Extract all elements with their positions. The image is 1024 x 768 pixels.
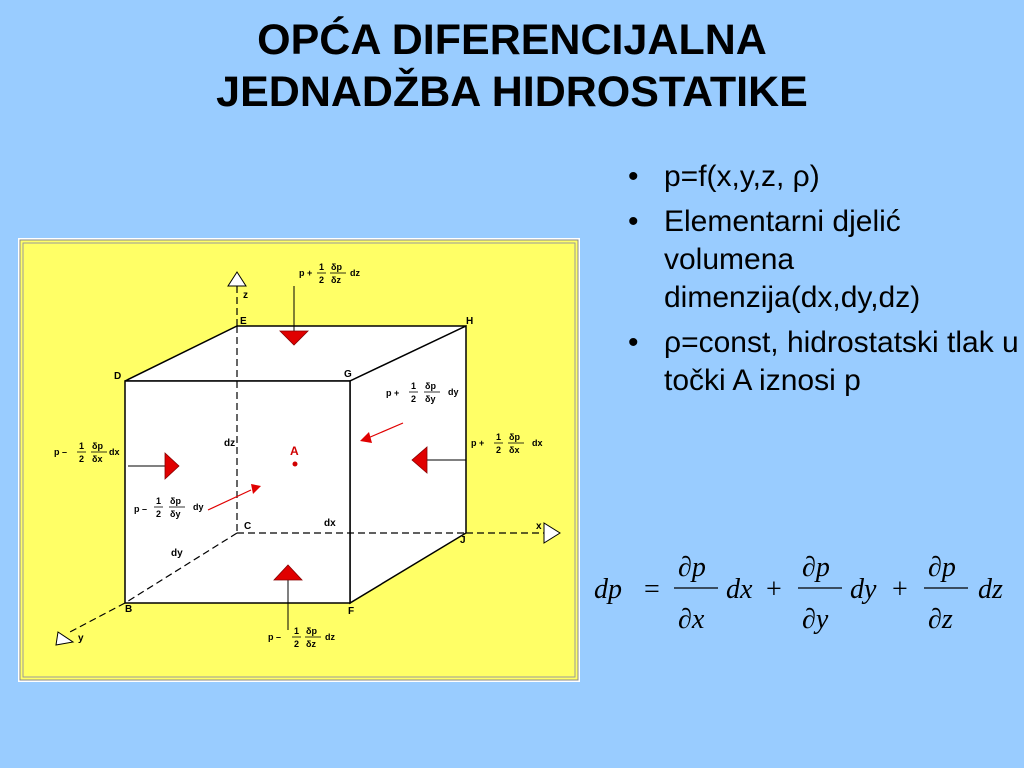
title-line-1: OPĆA DIFERENCIJALNA [257,16,767,64]
term-1-denominator: ∂x [678,604,705,635]
term-1-numerator: ∂p [678,552,706,583]
bullet-dot-icon: • [628,326,639,359]
equation-lhs: dp [594,574,622,605]
fraction-den: 2 [156,509,162,519]
pressure-prefix: p – [268,632,282,642]
dim-label-dz: dz [224,438,236,449]
term-3-numerator: ∂p [928,552,956,583]
vertex-label-d: D [114,371,122,382]
derivative-num: δp [92,441,103,451]
fraction-num: 1 [411,381,417,391]
pressure-prefix: p + [299,268,313,278]
term-3-denominator: ∂z [928,604,953,635]
derivative-den: δz [331,275,341,285]
derivative-num: δp [425,381,436,391]
point-a-dot [293,462,298,467]
fraction-den: 2 [411,394,417,404]
fraction-num: 1 [156,496,162,506]
term-3-differential: dz [978,574,1003,605]
x-axis-label: x [536,521,542,532]
fraction-den: 2 [496,445,502,455]
bullet-dot-icon: • [628,205,639,238]
pressure-prefix: p – [134,504,148,514]
term-2-denominator: ∂y [802,604,829,635]
pressure-prefix: p + [386,388,400,398]
dim-label-dx: dx [324,518,336,529]
point-a-label: A [290,444,299,458]
derivative-den: δy [425,394,436,404]
term-1-differential: dx [726,574,753,605]
derivative-num: δp [306,626,317,636]
term-2-numerator: ∂p [802,552,830,583]
derivative-den: δx [509,445,520,455]
derivative-num: δp [331,262,342,272]
equation-svg [590,540,1024,644]
slide-title [0,14,1024,118]
pressure-suffix: dx [532,438,543,448]
derivative-den: δy [170,509,181,519]
y-axis-label: y [78,633,84,644]
bullet-item [620,158,1020,196]
derivative-num: δp [509,432,520,442]
pressure-suffix: dz [350,268,360,278]
pressure-suffix: dz [325,632,335,642]
cube-figure [18,238,580,682]
equation-equals: = [644,574,660,605]
bullet-dot-icon: • [628,160,639,193]
bullet-text: Elementarni djelić volumena dimenzija(dx,dy,dz) [664,205,921,314]
vertex-label-c: C [244,521,252,532]
pressure-suffix: dy [193,502,204,512]
title-line-2: JEDNADŽBA HIDROSTATIKE [216,68,808,116]
vertex-label-b: B [125,604,133,615]
equation-plus-2: + [892,574,908,605]
cube-diagram [18,238,580,682]
term-2-differential: dy [850,574,877,605]
fraction-den: 2 [294,639,300,649]
vertex-label-j: J [460,535,466,546]
pressure-prefix: p + [471,438,485,448]
equation-plus-1: + [766,574,782,605]
fraction-num: 1 [496,432,502,442]
derivative-num: δp [170,496,181,506]
differential-equation [590,540,1024,644]
pressure-prefix: p – [54,447,68,457]
bullet-text: p=f(x,y,z, ρ) [664,160,820,193]
bullet-item [620,203,1020,317]
pressure-suffix: dx [109,447,120,457]
dim-label-dy: dy [171,548,183,559]
fraction-num: 1 [294,626,300,636]
vertex-label-e: E [240,316,247,327]
bullet-list [620,158,1020,407]
fraction-den: 2 [319,275,325,285]
pressure-suffix: dy [448,387,459,397]
vertex-label-g: G [344,369,352,380]
vertex-label-f: F [348,606,355,617]
derivative-den: δz [306,639,316,649]
z-axis-label: z [243,290,248,301]
derivative-den: δx [92,454,103,464]
vertex-label-h: H [466,316,474,327]
bullet-text: ρ=const, hidrostatski tlak u točki A iznosi p [664,326,1019,397]
fraction-num: 1 [319,262,325,272]
bullet-item [620,324,1020,400]
fraction-num: 1 [79,441,85,451]
fraction-den: 2 [79,454,85,464]
